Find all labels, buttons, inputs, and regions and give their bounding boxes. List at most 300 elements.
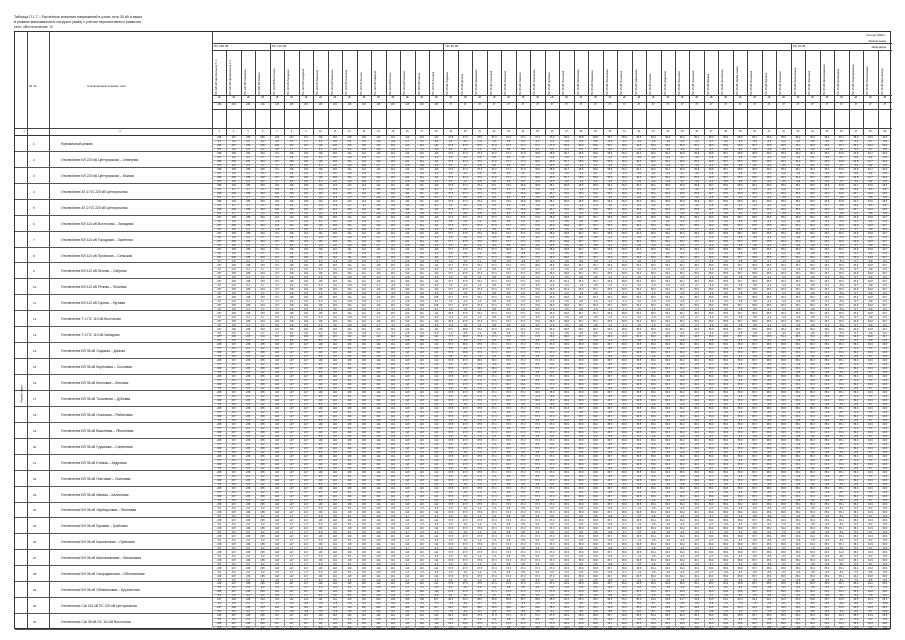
table-cell-value: 112 bbox=[376, 192, 381, 196]
table-cell-value: -0.3 bbox=[535, 172, 540, 176]
column-index: 7 bbox=[276, 130, 278, 133]
table-cell-value: -1.6 bbox=[622, 172, 627, 176]
table-cell-value: 36.5 bbox=[621, 271, 627, 275]
table-cell-value: 117 bbox=[275, 335, 280, 339]
table-cell-value: 2.6 bbox=[275, 458, 279, 462]
table-cell-value: 111 bbox=[405, 192, 410, 196]
table-cell-value: 37.0 bbox=[506, 184, 512, 188]
table-cell-value: 35.5 bbox=[766, 263, 772, 267]
table-cell-value: -1.1 bbox=[622, 395, 627, 399]
table-cell-value: 36.8 bbox=[592, 407, 598, 411]
column-nominal: 37 bbox=[854, 103, 858, 106]
table-cell-value: -1.9 bbox=[665, 482, 670, 486]
column-unit: кВ bbox=[738, 96, 742, 99]
table-cell-value: 115 bbox=[361, 455, 366, 458]
column-index: 39 bbox=[738, 130, 742, 133]
column-nominal: 115 bbox=[318, 103, 323, 106]
table-cell-value: -0.9 bbox=[361, 299, 367, 303]
table-cell-value: 37.6 bbox=[462, 494, 468, 498]
table-cell-value: 0.0 bbox=[550, 498, 554, 502]
table-cell-value: 1.1 bbox=[477, 259, 482, 263]
column-nominal: 115 bbox=[419, 103, 424, 106]
table-cell-value: -0.5 bbox=[549, 156, 555, 160]
table-cell-value: 36.8 bbox=[592, 375, 598, 379]
table-cell-value: 36.8 bbox=[592, 494, 598, 498]
table-cell-value: -0.3 bbox=[448, 323, 453, 327]
table-cell-value: 114 bbox=[376, 383, 381, 387]
row-element-name: Отключение ВЛ 110 кВ Промзона – Сельская bbox=[61, 253, 133, 258]
table-cell-value: 2.2 bbox=[448, 466, 453, 470]
table-cell-value: -0.3 bbox=[520, 188, 526, 192]
table-cell-value: -1.1 bbox=[578, 172, 584, 176]
table-cell-value: 36.1 bbox=[694, 502, 700, 506]
table-cell-value: 35.3 bbox=[809, 502, 815, 506]
table-cell-value: 36.3 bbox=[650, 231, 656, 235]
table-cell-value: -1.1 bbox=[622, 427, 627, 431]
table-row bbox=[15, 343, 890, 359]
table-cell-value: -1.7 bbox=[376, 315, 381, 319]
table-cell-value: 1.3 bbox=[260, 196, 265, 200]
table-cell-value: 35.5 bbox=[781, 502, 786, 506]
table-cell-value: -2.6 bbox=[390, 204, 395, 208]
table-cell-value: -1.9 bbox=[622, 211, 627, 215]
table-cell-value: -2.6 bbox=[405, 259, 410, 263]
table-cell-value: 0.5 bbox=[521, 458, 525, 462]
table-cell-value: -5.4 bbox=[839, 259, 844, 263]
table-cell-value: 36.8 bbox=[549, 160, 555, 164]
table-cell-value: 37.1 bbox=[520, 271, 526, 275]
table-cell-value: -3.8 bbox=[752, 235, 757, 239]
table-cell-value: 1.7 bbox=[275, 331, 279, 335]
table-cell-value: -0.9 bbox=[390, 403, 395, 407]
table-cell-value: 36.2 bbox=[679, 367, 685, 371]
table-cell-value: 37.4 bbox=[491, 431, 497, 435]
row-number: 13 bbox=[33, 333, 37, 338]
table-cell-value: 236 bbox=[231, 295, 236, 299]
table-cell-value: 34.7 bbox=[882, 335, 888, 339]
table-cell-value: 36.3 bbox=[665, 383, 671, 387]
table-cell-value: 0.3 bbox=[492, 188, 496, 192]
column-index: 9 bbox=[305, 130, 307, 133]
table-cell-value: 0.8 bbox=[506, 395, 511, 399]
table-cell-value: 35.6 bbox=[766, 502, 772, 506]
table-cell-value: 2.6 bbox=[275, 403, 279, 407]
table-cell-value: -4.1 bbox=[781, 466, 786, 470]
table-cell-value: 34.7 bbox=[882, 263, 888, 267]
table-cell-value: 35.4 bbox=[781, 295, 786, 299]
table-cell-value: 36.0 bbox=[708, 399, 714, 403]
column-rule bbox=[805, 50, 806, 136]
table-cell-value: -0.9 bbox=[376, 514, 381, 518]
table-cell-value: 116 bbox=[304, 247, 309, 251]
table-cell-value: 113 bbox=[419, 478, 424, 482]
table-cell-value: 0.8 bbox=[506, 363, 511, 367]
table-cell-value: 2.6 bbox=[246, 419, 250, 423]
table-cell-value: -3.0 bbox=[723, 451, 728, 455]
table-cell-value: -4.6 bbox=[810, 458, 815, 462]
table-cell-value: 35.6 bbox=[723, 192, 729, 196]
table-cell-value: 36.7 bbox=[520, 255, 526, 259]
table-cell-value: 35.4 bbox=[636, 447, 642, 451]
table-cell-value: 0.9 bbox=[304, 339, 308, 343]
table-cell-value: 3.5 bbox=[217, 427, 221, 431]
column-unit: кВ bbox=[637, 96, 641, 99]
column-index: 20 bbox=[463, 130, 467, 133]
table-cell-value: 116 bbox=[289, 152, 294, 156]
table-cell-value: 1.6 bbox=[463, 403, 467, 407]
table-cell-value: -2.6 bbox=[434, 443, 439, 447]
table-cell-value: 1.3 bbox=[260, 188, 265, 192]
table-cell-value: 36.1 bbox=[679, 223, 685, 227]
table-cell-value: -4.9 bbox=[824, 140, 830, 144]
table-cell-value: 0.3 bbox=[521, 267, 525, 271]
table-cell-value: 237 bbox=[217, 303, 222, 307]
table-cell-value: -4.1 bbox=[766, 307, 772, 311]
table-cell-value: 36.8 bbox=[578, 455, 584, 458]
table-cell-value: 1.7 bbox=[260, 275, 265, 279]
table-cell-value: -1.4 bbox=[593, 204, 598, 208]
table-cell-value: -0.3 bbox=[535, 156, 540, 160]
table-cell-value: 35.5 bbox=[752, 168, 757, 172]
table-cell-value: 35.3 bbox=[795, 223, 801, 227]
column-rule bbox=[863, 50, 864, 136]
table-cell-value: 36.1 bbox=[679, 295, 685, 299]
table-row bbox=[15, 232, 890, 248]
table-cell-value: -0.9 bbox=[376, 363, 381, 367]
table-cell-value: 2.6 bbox=[246, 506, 250, 510]
table-cell-value: 0.0 bbox=[550, 148, 554, 152]
column-index: 40 bbox=[753, 130, 756, 133]
table-cell-value: 35.6 bbox=[752, 215, 757, 219]
table-cell-value: 37.1 bbox=[491, 200, 497, 204]
table-cell-value: 36.4 bbox=[650, 375, 656, 379]
table-cell-value: 35.6 bbox=[766, 407, 772, 411]
column-header-text: ПС 35 кВ Ольховая bbox=[562, 70, 566, 95]
table-cell-value: -6.2 bbox=[882, 275, 887, 279]
table-cell-value: 1.7 bbox=[304, 140, 308, 144]
table-cell-value: 35.1 bbox=[824, 335, 830, 339]
column-nominal: 37 bbox=[840, 103, 843, 106]
table-cell-value: 34.6 bbox=[882, 160, 888, 164]
row-number: 4 bbox=[33, 189, 35, 194]
table-cell-value: 1.7 bbox=[275, 267, 279, 271]
table-cell-value: 35.1 bbox=[824, 319, 830, 323]
table-cell-value: -1.7 bbox=[376, 180, 381, 184]
table-cell-value: -6.2 bbox=[882, 339, 887, 343]
table-cell-value: -4.1 bbox=[752, 156, 757, 160]
table-cell-value: 36.2 bbox=[607, 295, 613, 299]
table-cell-value: 37.1 bbox=[520, 231, 526, 235]
table-cell-value: -3.5 bbox=[578, 419, 584, 423]
table-cell-value: 37.0 bbox=[549, 494, 555, 498]
table-cell-value: 35.5 bbox=[781, 136, 786, 140]
table-cell-value: 113 bbox=[419, 431, 424, 435]
table-cell-value: 0.9 bbox=[333, 419, 337, 423]
table-cell-value: 0.9 bbox=[289, 180, 294, 184]
table-cell-value: 117 bbox=[304, 470, 309, 474]
column-unit: кВ bbox=[463, 96, 467, 99]
column-nominal: 230 bbox=[246, 103, 251, 106]
table-cell-value: 36.4 bbox=[650, 415, 656, 419]
table-cell-value: -2.4 bbox=[680, 243, 685, 247]
table-cell-value: 237 bbox=[231, 447, 236, 451]
table-cell-value: 236 bbox=[231, 223, 236, 227]
table-cell-value: 2.6 bbox=[217, 156, 221, 160]
table-cell-value: 34.8 bbox=[838, 192, 844, 196]
table-cell-value: 117 bbox=[275, 231, 280, 235]
table-cell-value: 0.8 bbox=[463, 196, 467, 200]
table-cell-value: 36.2 bbox=[607, 303, 613, 307]
table-cell-value: -1.7 bbox=[405, 514, 410, 518]
table-cell-value: -2.6 bbox=[419, 156, 424, 160]
table-cell-value: -3.8 bbox=[766, 347, 772, 351]
table-cell-value: 236 bbox=[246, 478, 251, 482]
table-cell-value: 0.9 bbox=[275, 188, 279, 192]
table-cell-value: 115 bbox=[347, 375, 352, 379]
table-cell-value: 37.4 bbox=[477, 223, 483, 227]
table-cell-value: 34.8 bbox=[882, 407, 888, 411]
table-cell-value: -4.9 bbox=[824, 474, 830, 478]
table-cell-value: 116 bbox=[289, 295, 294, 299]
table-cell-value: 36.4 bbox=[636, 311, 642, 315]
table-cell-value: 114 bbox=[332, 192, 337, 196]
table-cell-value: 112 bbox=[419, 168, 424, 172]
table-cell-value: 2.6 bbox=[246, 140, 250, 144]
table-cell-value: 117 bbox=[304, 478, 309, 482]
table-cell-value: 2.2 bbox=[246, 243, 250, 247]
table-cell-value: -4.3 bbox=[795, 387, 801, 391]
table-cell-value: 116 bbox=[289, 287, 294, 291]
column-unit: кВ bbox=[492, 96, 496, 99]
table-cell-value: 34.7 bbox=[867, 160, 873, 164]
table-cell-value: -0.9 bbox=[361, 156, 367, 160]
table-cell-value: -4.9 bbox=[781, 196, 786, 200]
table-cell-value: -0.8 bbox=[607, 443, 612, 447]
table-cell-value: 3.5 bbox=[217, 403, 221, 407]
table-cell-value: 36.7 bbox=[520, 247, 526, 251]
table-cell-value: 234 bbox=[260, 215, 265, 219]
table-cell-value: 0.0 bbox=[347, 419, 352, 423]
table-cell-value: 37.1 bbox=[506, 152, 512, 156]
table-cell-value: 112 bbox=[434, 447, 439, 451]
table-cell-value: 114 bbox=[390, 383, 395, 387]
column-rule bbox=[255, 50, 256, 136]
table-cell-value: -5.4 bbox=[824, 180, 830, 184]
table-cell-value: 116 bbox=[304, 295, 309, 299]
table-cell-value: -1.1 bbox=[593, 164, 598, 168]
table-cell-value: 108 bbox=[434, 303, 439, 307]
table-cell-value: 0.0 bbox=[550, 379, 554, 383]
table-cell-value: 35.1 bbox=[838, 367, 844, 371]
table-cell-value: 34.7 bbox=[853, 208, 859, 211]
table-cell-value: -5.7 bbox=[824, 211, 830, 215]
table-cell-value: -4.3 bbox=[781, 315, 786, 319]
table-cell-value: 36.3 bbox=[650, 327, 656, 331]
table-cell-value: 1.7 bbox=[304, 148, 308, 152]
table-cell-value: 36.3 bbox=[650, 223, 656, 227]
table-cell-value: -4.3 bbox=[795, 466, 801, 470]
table-cell-value: 237 bbox=[231, 455, 236, 458]
table-cell-value: -2.7 bbox=[708, 514, 714, 518]
table-cell-value: 0.0 bbox=[318, 339, 323, 343]
table-cell-value: 0.9 bbox=[318, 148, 323, 152]
table-cell-value: 35.9 bbox=[694, 168, 700, 172]
column-rule bbox=[776, 50, 777, 136]
column-rule bbox=[675, 50, 676, 136]
table-cell-value: -3.5 bbox=[708, 204, 714, 208]
column-rule bbox=[516, 50, 517, 136]
table-cell-value: 0.9 bbox=[304, 172, 308, 176]
table-cell-value: 1.4 bbox=[477, 355, 482, 359]
table-cell-value: 113 bbox=[405, 407, 410, 411]
table-cell-value: -6.5 bbox=[868, 196, 873, 200]
table-cell-value: 34.6 bbox=[867, 192, 873, 196]
table-cell-value: 35.7 bbox=[708, 200, 714, 204]
table-cell-value: 236 bbox=[217, 160, 222, 164]
table-cell-value: 0.4 bbox=[246, 156, 250, 160]
table-cell-value: 35.3 bbox=[795, 319, 801, 323]
table-cell-value: -5.4 bbox=[810, 196, 815, 200]
table-cell-value: 36.8 bbox=[564, 231, 569, 235]
table-cell-value: 116 bbox=[332, 343, 337, 347]
table-cell-value: 35.2 bbox=[824, 439, 830, 443]
table-cell-value: 116 bbox=[289, 176, 294, 180]
table-cell-value: -3.0 bbox=[723, 419, 728, 423]
table-cell-value: 35.5 bbox=[781, 343, 786, 347]
table-cell-value: 35.5 bbox=[766, 319, 772, 323]
table-cell-value: -1.7 bbox=[376, 307, 381, 311]
table-cell-value: 113 bbox=[405, 399, 410, 403]
table-cell-value: -4.3 bbox=[795, 506, 801, 510]
table-cell-value: 36.9 bbox=[549, 239, 555, 243]
table-cell-value: 0.9 bbox=[333, 435, 337, 439]
table-cell-value: 37.0 bbox=[549, 351, 555, 355]
table-cell-value: 34.9 bbox=[853, 247, 859, 251]
table-cell-value: 36.0 bbox=[708, 367, 714, 371]
table-cell-value: 0.9 bbox=[318, 355, 323, 359]
table-cell-value: 36.5 bbox=[621, 287, 627, 291]
table-cell-value: 35.5 bbox=[781, 415, 786, 419]
table-cell-value: 35.2 bbox=[824, 462, 830, 466]
table-cell-value: -1.4 bbox=[593, 188, 598, 192]
column-rule bbox=[661, 50, 662, 136]
table-cell-value: 0.8 bbox=[463, 211, 467, 215]
table-cell-value: 35.6 bbox=[752, 295, 757, 299]
table-cell-value: 36.7 bbox=[564, 160, 569, 164]
table-cell-value: 0.3 bbox=[535, 148, 540, 152]
table-cell-value: 36.3 bbox=[650, 335, 656, 339]
table-cell-value: 237 bbox=[231, 415, 236, 419]
table-cell-value: 116 bbox=[318, 470, 323, 474]
table-cell-value: 116 bbox=[304, 287, 309, 291]
table-cell-value: -3.8 bbox=[737, 164, 743, 168]
table-cell-value: 36.6 bbox=[535, 263, 540, 267]
table-cell-value: 36.7 bbox=[578, 271, 584, 275]
table-cell-value: 237 bbox=[217, 335, 222, 339]
table-cell-value: 0.0 bbox=[347, 148, 352, 152]
table-cell-value: -2.7 bbox=[694, 243, 699, 247]
table-cell-value: 35.6 bbox=[766, 478, 772, 482]
table-cell-value: -3.8 bbox=[752, 291, 757, 295]
table-cell-value: 0.0 bbox=[318, 299, 323, 303]
table-cell-value: 37.4 bbox=[491, 486, 497, 490]
table-cell-value: 36.5 bbox=[549, 271, 555, 275]
table-cell-value: -5.9 bbox=[882, 427, 887, 431]
table-cell-value: 35.9 bbox=[723, 431, 729, 435]
table-cell-value: -0.3 bbox=[549, 227, 555, 231]
table-cell-value: 36.7 bbox=[549, 200, 555, 204]
table-cell-value: -0.8 bbox=[578, 299, 584, 303]
table-cell-value: -4.3 bbox=[795, 379, 801, 383]
table-cell-value: 115 bbox=[347, 391, 352, 395]
table-cell-value: 116 bbox=[332, 447, 337, 451]
table-cell-value: 37.6 bbox=[462, 455, 468, 458]
table-cell-value: 37.1 bbox=[506, 176, 512, 180]
table-cell-value: -4.3 bbox=[795, 490, 801, 494]
table-cell-value: 34.8 bbox=[867, 303, 873, 307]
table-cell-value: -0.5 bbox=[578, 458, 584, 462]
table-cell-value: -1.6 bbox=[651, 435, 656, 439]
table-cell-value: 36.5 bbox=[636, 399, 642, 403]
column-unit: кВ bbox=[521, 96, 525, 99]
table-cell-value: 37.1 bbox=[506, 160, 512, 164]
table-cell-value: -1.6 bbox=[651, 443, 656, 447]
table-cell-value: -3.2 bbox=[737, 466, 743, 470]
table-cell-value: 236 bbox=[246, 431, 251, 435]
table-cell-value: 112 bbox=[434, 351, 439, 355]
column-header bbox=[270, 51, 284, 95]
table-cell-value: 35.1 bbox=[838, 415, 844, 419]
table-cell-value: 1.7 bbox=[289, 435, 294, 439]
table-cell-value: 36.9 bbox=[549, 231, 555, 235]
table-cell-value: -2.2 bbox=[665, 251, 670, 255]
table-cell-value: 36.7 bbox=[549, 208, 555, 211]
column-nominal: 37 bbox=[709, 103, 713, 106]
caption-line: Таблица П.1.7 – Расчётные значения напряжений в узлах сети 35 кВ и выше bbox=[14, 15, 143, 19]
table-cell-value: 36.8 bbox=[535, 184, 540, 188]
table-cell-value: 233 bbox=[260, 192, 265, 196]
column-header-text: ПС 110 кВ Городская bbox=[301, 68, 305, 95]
table-cell-value: 2.6 bbox=[246, 347, 250, 351]
table-cell-value: 237 bbox=[217, 231, 222, 235]
table-cell-value: 234 bbox=[231, 208, 236, 211]
table-cell-value: 35.7 bbox=[737, 335, 743, 339]
table-cell-value: -3.8 bbox=[723, 204, 728, 208]
row-number: 1 bbox=[33, 141, 35, 146]
table-cell-value: -4.6 bbox=[795, 219, 801, 223]
table-cell-value: 112 bbox=[434, 423, 439, 427]
table-cell-value: 238 bbox=[217, 455, 222, 458]
table-cell-value: 36.7 bbox=[578, 231, 584, 235]
table-cell-value: -4.6 bbox=[781, 172, 786, 176]
table-cell-value: 3.5 bbox=[217, 514, 221, 518]
table-cell-value: 117 bbox=[275, 327, 280, 331]
table-cell-value: -4.6 bbox=[810, 355, 815, 359]
table-cell-value: 115 bbox=[318, 279, 323, 283]
table-cell-value: 36.7 bbox=[592, 215, 598, 219]
table-cell-value: -0.8 bbox=[593, 339, 598, 343]
table-cell-value: 115 bbox=[347, 470, 352, 474]
table-cell-value: 36.0 bbox=[708, 462, 714, 466]
table-cell-value: 233 bbox=[260, 184, 265, 188]
table-cell-value: 35.9 bbox=[708, 239, 714, 243]
table-cell-value: 0.9 bbox=[304, 307, 308, 311]
column-nominal: 115 bbox=[390, 103, 395, 106]
table-cell-value: -4.9 bbox=[737, 514, 743, 518]
table-cell-value: 237 bbox=[231, 367, 236, 371]
table-cell-value: 37.2 bbox=[506, 303, 512, 307]
table-cell-value: 0.3 bbox=[535, 435, 540, 439]
